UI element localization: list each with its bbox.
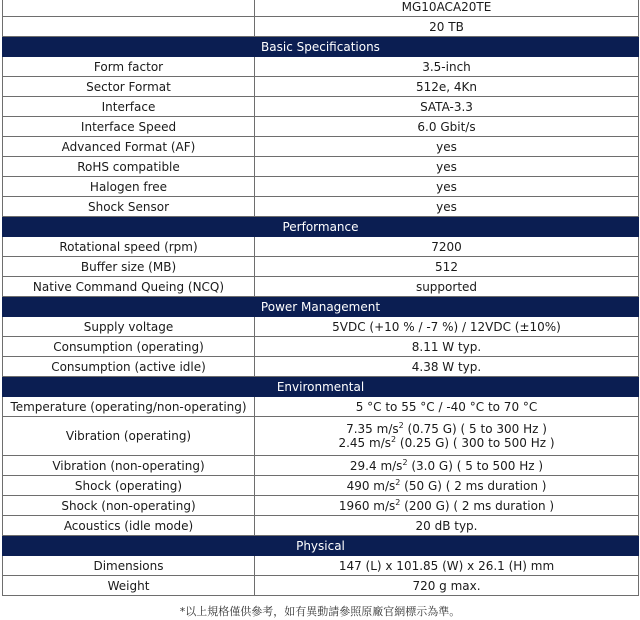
spec-row <box>3 496 639 516</box>
section-title: Performance <box>3 217 639 237</box>
spec-value: 20 TB <box>255 17 639 37</box>
spec-label: Advanced Format (AF) <box>3 137 255 157</box>
spec-value: 5 °C to 55 °C / -40 °C to 70 °C <box>255 397 639 417</box>
spec-value: 512 <box>255 257 639 277</box>
spec-value: yes <box>255 177 639 197</box>
spec-label: Acoustics (idle mode) <box>3 516 255 536</box>
spec-label <box>3 17 255 37</box>
spec-value <box>255 417 639 456</box>
spec-label: RoHS compatible <box>3 157 255 177</box>
spec-row <box>3 97 639 117</box>
spec-row <box>3 237 639 257</box>
spec-table <box>2 0 639 596</box>
spec-label: Buffer size (MB) <box>3 257 255 277</box>
spec-label: Dimensions <box>3 556 255 576</box>
spec-label: Shock (non-operating) <box>3 496 255 516</box>
section-header-performance <box>3 217 639 237</box>
value-superscript: 2 <box>391 435 397 444</box>
value-superscript: 2 <box>398 421 404 430</box>
spec-value: 8.11 W typ. <box>255 337 639 357</box>
spec-row <box>3 576 639 596</box>
spec-label: Consumption (active idle) <box>3 357 255 377</box>
value-text: 1960 m/s <box>338 498 396 513</box>
spec-value-line <box>259 422 634 436</box>
spec-row <box>3 337 639 357</box>
spec-label <box>3 0 255 17</box>
spec-value: 5VDC (+10 % / -7 %) / 12VDC (±10%) <box>255 317 639 337</box>
spec-value <box>255 496 639 516</box>
value-text: 2.45 m/s <box>338 436 391 450</box>
section-header-environmental <box>3 377 639 397</box>
value-text: (3.0 G) ( 5 to 500 Hz ) <box>407 458 544 473</box>
spec-row <box>3 197 639 217</box>
spec-label: Weight <box>3 576 255 596</box>
spec-label: Supply voltage <box>3 317 255 337</box>
section-title: Basic Specifications <box>3 37 639 57</box>
spec-row <box>3 357 639 377</box>
spec-value: 512e, 4Kn <box>255 77 639 97</box>
spec-row <box>3 137 639 157</box>
spec-value-line <box>259 459 634 473</box>
spec-label: Temperature (operating/non-operating) <box>3 397 255 417</box>
spec-row <box>3 77 639 97</box>
section-title: Physical <box>3 536 639 556</box>
value-text: (50 G) ( 2 ms duration ) <box>400 478 547 493</box>
spec-label: Consumption (operating) <box>3 337 255 357</box>
spec-value: 20 dB typ. <box>255 516 639 536</box>
spec-row <box>3 476 639 496</box>
spec-value: supported <box>255 277 639 297</box>
value-superscript: 2 <box>395 477 401 487</box>
spec-row <box>3 456 639 476</box>
value-text: 7.35 m/s <box>346 422 399 436</box>
spec-label: Rotational speed (rpm) <box>3 237 255 257</box>
value-text: 490 m/s <box>346 478 396 493</box>
model-row <box>3 0 639 17</box>
section-header-basic-specifications <box>3 37 639 57</box>
spec-value: 3.5-inch <box>255 57 639 77</box>
spec-row <box>3 516 639 536</box>
spec-row <box>3 317 639 337</box>
spec-label: Shock Sensor <box>3 197 255 217</box>
spec-label: Vibration (non-operating) <box>3 456 255 476</box>
spec-value: yes <box>255 157 639 177</box>
spec-row <box>3 257 639 277</box>
spec-value: 4.38 W typ. <box>255 357 639 377</box>
section-title: Power Management <box>3 297 639 317</box>
spec-row <box>3 397 639 417</box>
spec-label: Shock (operating) <box>3 476 255 496</box>
value-text: 29.4 m/s <box>349 458 403 473</box>
spec-label: Native Command Queing (NCQ) <box>3 277 255 297</box>
section-header-power-management <box>3 297 639 317</box>
spec-value: 6.0 Gbit/s <box>255 117 639 137</box>
spec-value <box>255 456 639 476</box>
value-text: (200 G) ( 2 ms duration ) <box>400 498 555 513</box>
spec-label: Form factor <box>3 57 255 77</box>
spec-row <box>3 277 639 297</box>
spec-value-line <box>259 499 634 513</box>
section-title: Environmental <box>3 377 639 397</box>
spec-value: yes <box>255 137 639 157</box>
spec-value: MG10ACA20TE <box>255 0 639 17</box>
spec-value: SATA-3.3 <box>255 97 639 117</box>
spec-row <box>3 117 639 137</box>
value-text: (0.25 G) ( 300 to 500 Hz ) <box>396 436 555 450</box>
spec-row <box>3 57 639 77</box>
spec-value-line <box>259 479 634 493</box>
spec-table-body <box>3 0 639 596</box>
model-row <box>3 17 639 37</box>
spec-value-line <box>259 436 634 450</box>
spec-value: yes <box>255 197 639 217</box>
spec-value: 720 g max. <box>255 576 639 596</box>
value-text: (0.75 G) ( 5 to 300 Hz ) <box>403 422 547 436</box>
spec-row <box>3 556 639 576</box>
spec-value: 147 (L) x 101.85 (W) x 26.1 (H) mm <box>255 556 639 576</box>
spec-label: Vibration (operating) <box>3 417 255 456</box>
spec-value: 7200 <box>255 237 639 257</box>
spec-label: Interface <box>3 97 255 117</box>
spec-label: Interface Speed <box>3 117 255 137</box>
spec-row <box>3 177 639 197</box>
footnote: *以上規格僅供參考，如有異動請參照原廠官網標示為準。 <box>179 605 461 618</box>
spec-value <box>255 476 639 496</box>
spec-row <box>3 417 639 456</box>
value-superscript: 2 <box>395 497 401 507</box>
spec-label: Sector Format <box>3 77 255 97</box>
spec-row <box>3 157 639 177</box>
section-header-physical <box>3 536 639 556</box>
value-superscript: 2 <box>402 457 408 467</box>
spec-label: Halogen free <box>3 177 255 197</box>
